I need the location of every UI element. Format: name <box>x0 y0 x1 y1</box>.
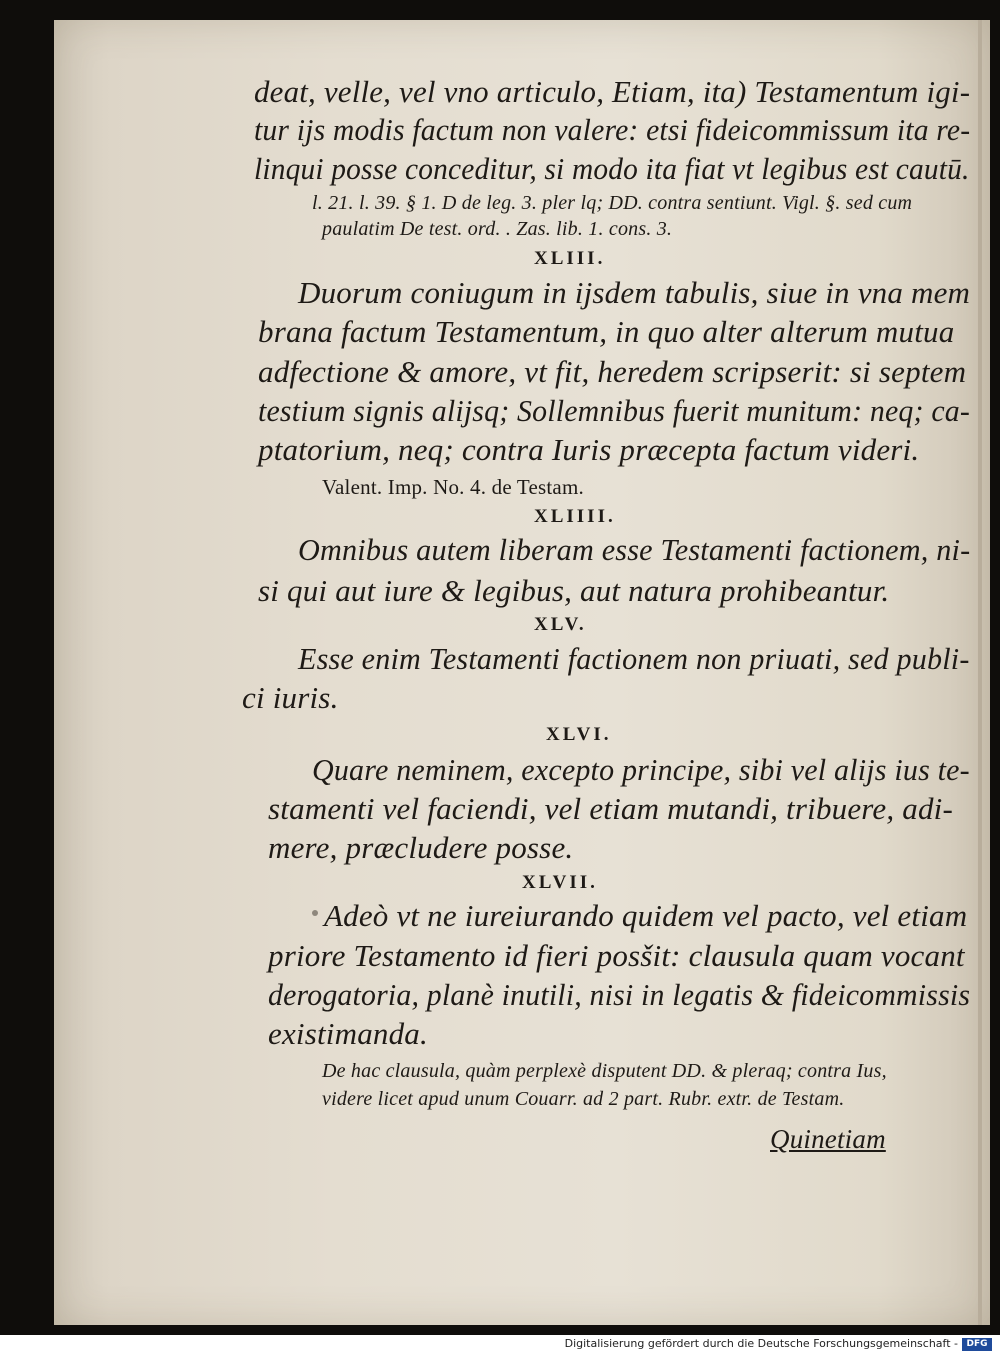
funding-notice: Digitalisierung gefördert durch die Deutsche Forschungsgemeinschaft - <box>564 1337 958 1350</box>
text-line: mere, præcludere posse. <box>268 830 574 865</box>
text-line: Adeò vt ne iureiurando quidem vel pacto, vel etiam <box>324 898 968 933</box>
section-number: XLVI. <box>546 724 612 745</box>
text-line: brana factum Testamentum, in quo alter alterum mutua <box>258 314 955 349</box>
citation-note: Valent. Imp. No. 4. de Testam. <box>322 475 584 499</box>
text-line: Esse enim Testamenti factionem non priuati, sed publi- <box>298 641 970 676</box>
text-line: adfectione & amore, vt fit, heredem scripserit: si septem <box>258 354 967 389</box>
text-line: Omnibus autem liberam esse Testamenti factionem, ni- <box>298 532 971 567</box>
text-line: si qui aut iure & legibus, aut natura prohibeantur. <box>258 573 890 608</box>
citation-note: De hac clausula, quàm perplexè disputent DD. & pleraq; contra Ius, <box>322 1060 887 1082</box>
catchword: Quinetiam <box>770 1124 886 1154</box>
citation-note: videre licet apud unum Couarr. ad 2 part. Rubr. extr. de Testam. <box>322 1088 845 1110</box>
page-edge <box>978 20 982 1325</box>
book-page <box>54 20 990 1325</box>
ink-dot <box>312 910 318 916</box>
text-line: deat, velle, vel vno articulo, Etiam, ita) Testamentum igi- <box>254 74 971 109</box>
dfg-logo-icon: DFG <box>962 1338 992 1351</box>
section-number: XLIII. <box>534 248 606 269</box>
text-line: priore Testamento id fieri posšit: clausula quam vocant <box>268 938 965 973</box>
text-line: derogatoria, planè inutili, nisi in legatis & fideicommissis <box>268 977 971 1012</box>
text-line: testium signis alijsq; Sollemnibus fuerit munitum: neq; ca- <box>258 393 971 428</box>
section-number: XLV. <box>534 614 587 635</box>
text-line: tur ijs modis factum non valere: etsi fideicommissum ita re- <box>254 112 971 147</box>
text-line: Duorum coniugum in ijsdem tabulis, siue in vna mem <box>298 275 971 310</box>
section-number: XLIIII. <box>534 506 616 527</box>
text-line: existimanda. <box>268 1016 428 1051</box>
text-line: Quare neminem, excepto principe, sibi vel alijs ius te- <box>312 752 970 787</box>
citation-note: l. 21. l. 39. § 1. D de leg. 3. pler lq; DD. contra sentiunt. Vigl. §. sed cum <box>312 192 913 214</box>
footer-bar <box>0 1335 1000 1355</box>
text-line: stamenti vel faciendi, vel etiam mutandi, tribuere, adi- <box>268 791 954 826</box>
section-number: XLVII. <box>522 872 598 893</box>
citation-note: paulatim De test. ord. . Zas. lib. 1. cons. 3. <box>322 218 673 240</box>
text-line: linqui posse conceditur, si modo ita fiat vt legibus est cautū. <box>254 151 970 186</box>
text-line: ci iuris. <box>242 680 339 715</box>
text-line: ptatorium, neq; contra Iuris præcepta factum videri. <box>258 432 920 467</box>
